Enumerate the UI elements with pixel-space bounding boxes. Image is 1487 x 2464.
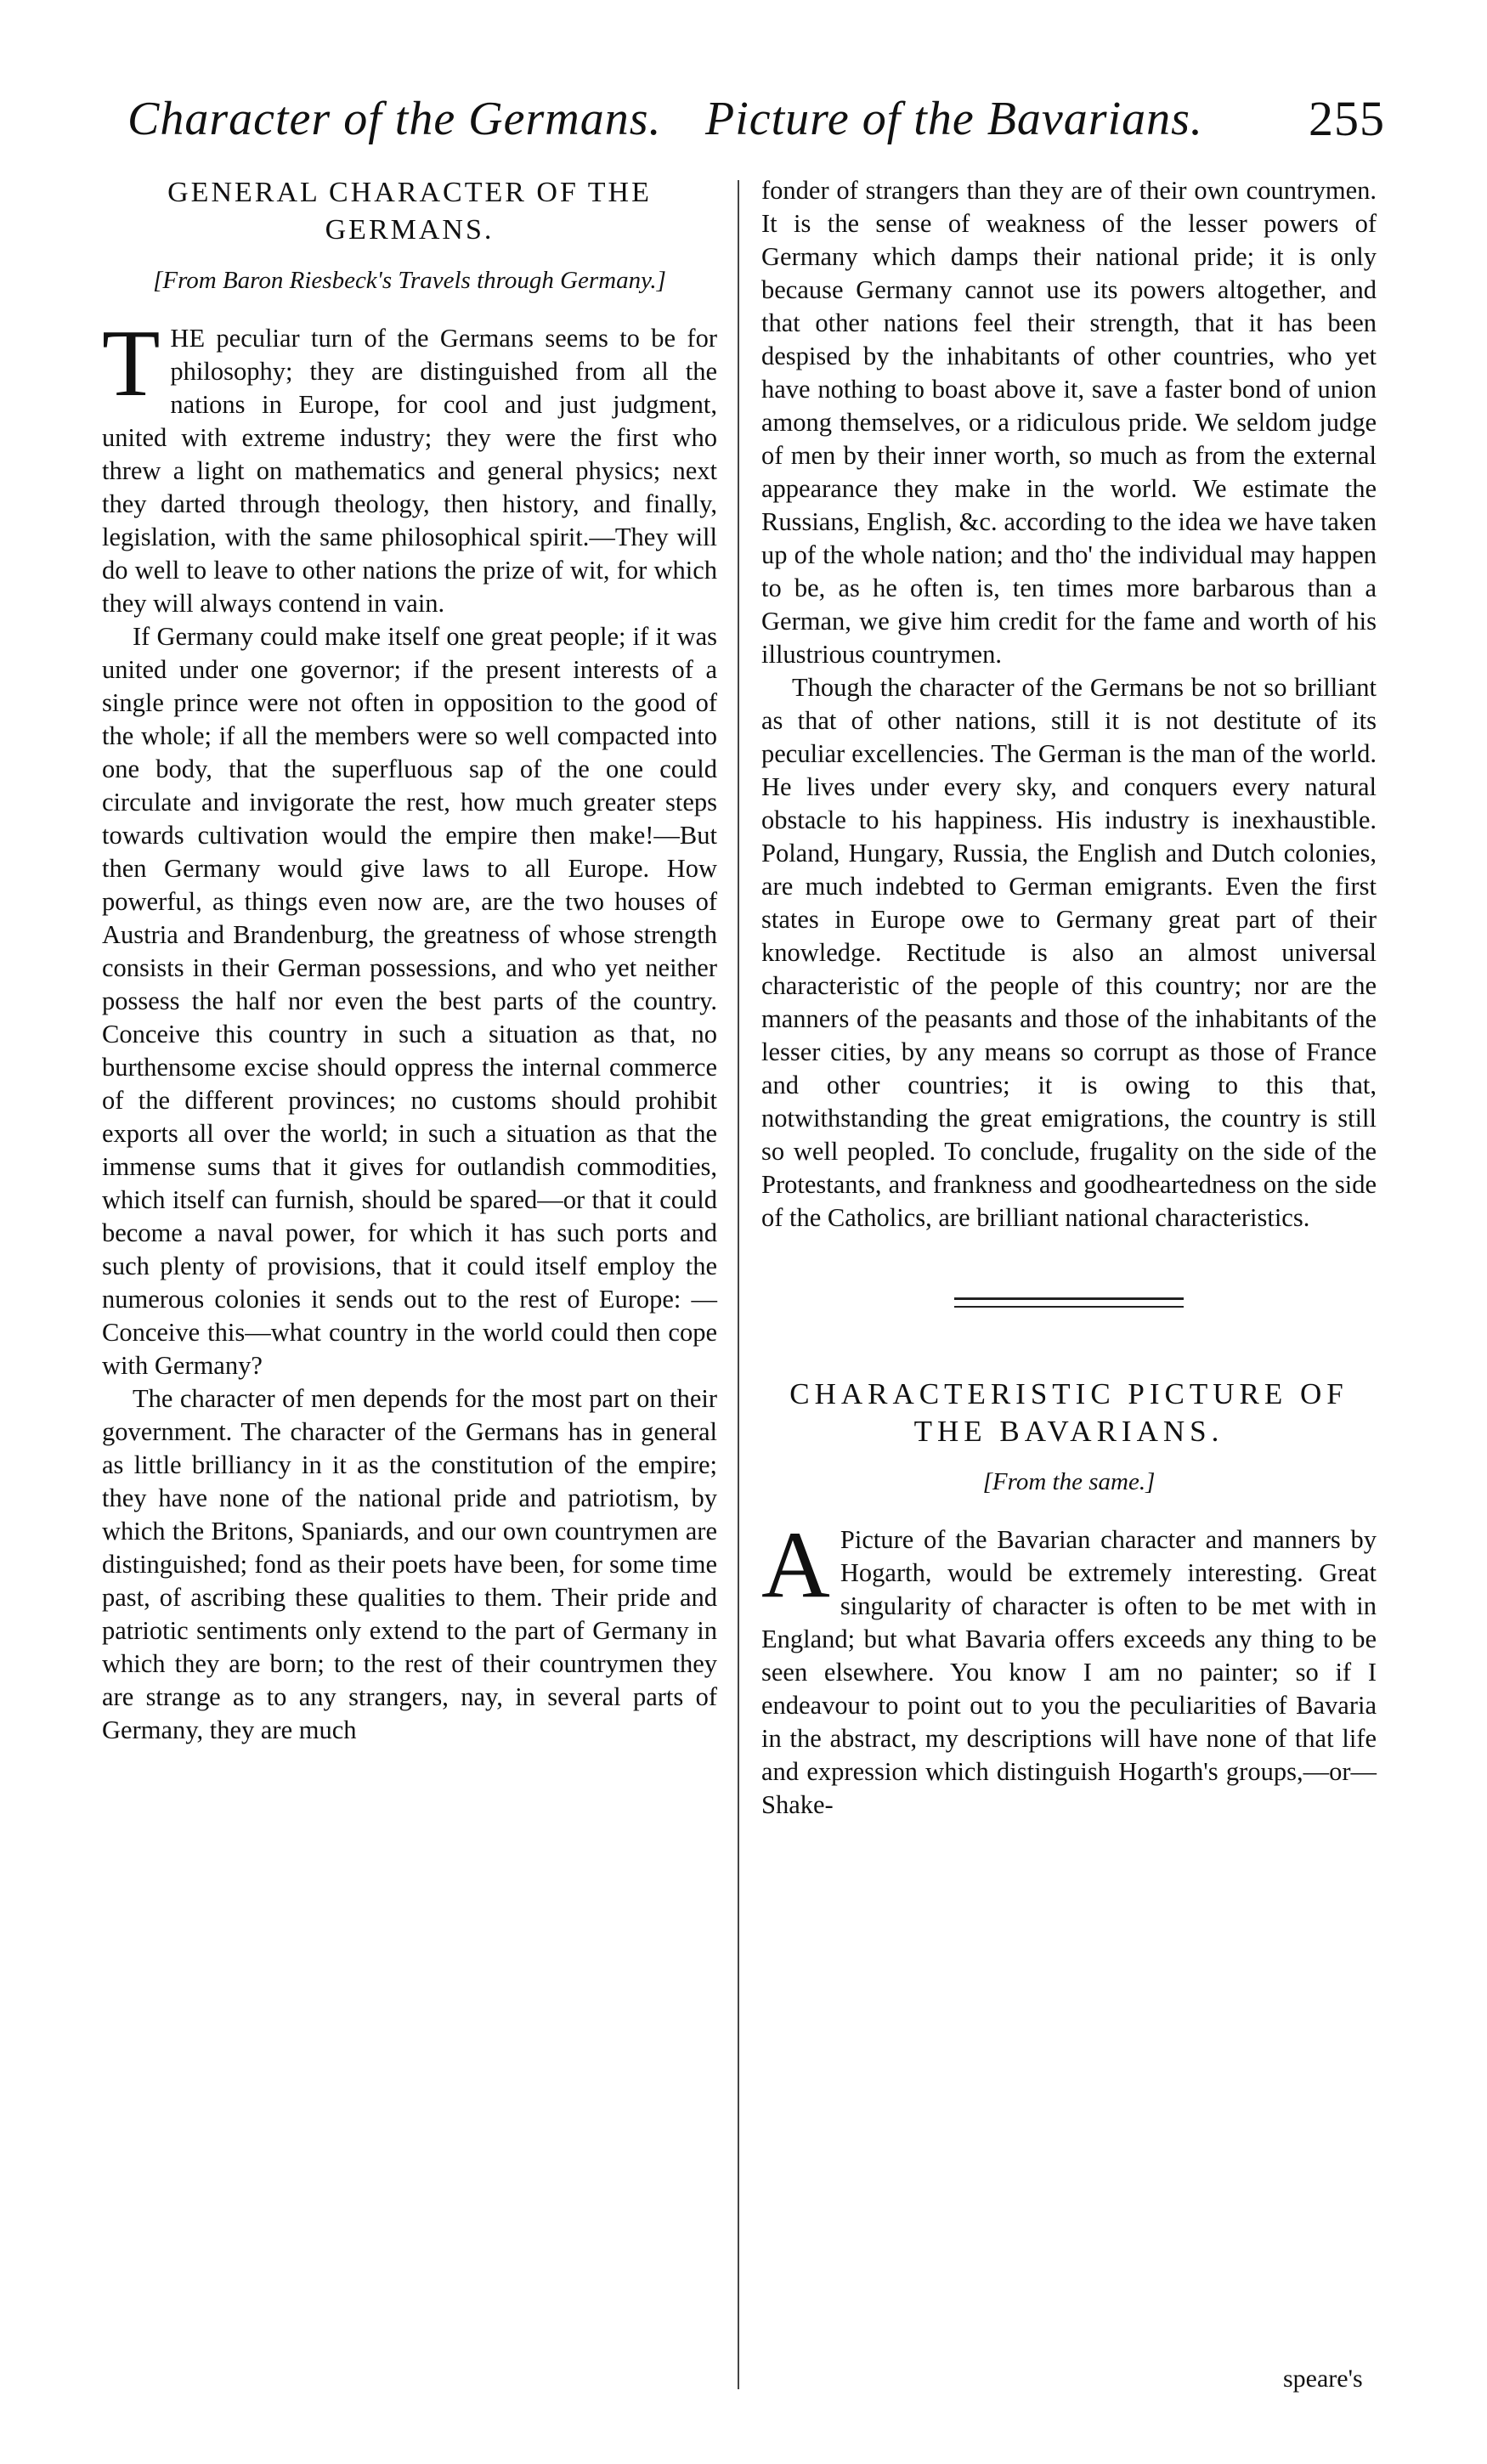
article-title-germans: GENERAL CHARACTER OF THE GERMANS.	[167, 177, 652, 246]
paragraph	[761, 1512, 1377, 1822]
running-head-left: Character of the Germans.	[127, 93, 662, 145]
paragraph-text: HE peculiar turn of the Germans seems to be for philosophy; they are distinguished from all the nations in Europe, for cool and just judgment, united with extreme industry; they were the first who threw a light on mathematics and general physics; next they darted through theology, then history, and finally, legislation, with the same philosophical spirit.—They will do well to leave to other nations the prize of wit, for which they will always contend in vain.	[102, 324, 717, 618]
paragraph: If Germany could make itself one great people; if it was united under one governor; if the present interests of a single prince were not often in opposition to the good of the whole; if all the members were so well compacted into one body, that the superfluous sap of the one could circulate and invigorate the rest, how much greater steps towards cultivation would the empire then make!—But then Germany would give laws to all Europe. How powerful, as things even now are, are the two houses of Austria and Brandenburg, the greatness of whose strength consists in their German possessions, and who yet neither possess the half nor even the best parts of the country. Conceive this country in such a situation as that, no burthensome excise should oppress the internal commerce of the different provinces; no customs should prohibit exports all over the world; in such a situation as that the immense sums that it gives for outlandish commodities, which itself can furnish, should be spared—or that it could become a naval power, for which it has such ports and such plenty of provisions, that it could itself employ the numerous colonies it sends out to the rest of Europe: —Conceive this—what country in the world could then cope with Germany?	[102, 622, 717, 1380]
right-column	[761, 174, 1377, 1822]
paragraph: Though the character of the Germans be not so brilliant as that of other nations, still it is not destitute of its peculiar excellencies. The German is the man of the world. He lives under every sky, and conquers every natural obstacle to his happiness. His industry is inexhaustible. Poland, Hungary, Russia, the English and Dutch colonies, are much indebted to German emigrants. Even the first states in Europe owe to Germany great part of their knowledge. Rectitude is also an almost universal characteristic of the people of this country; nor are the manners of the peasants and those of the inhabitants of the lesser cities, by any means so corrupt as those of France and other countries; it is owing to this that, notwithstanding the great emigrations, the country is still so well peopled. To conclude, frugality on the side of the Protestants, and frankness and goodheartedness on the side of the Catholics, are brilliant national characteristics.	[761, 673, 1377, 1232]
article-source-bavarians: [From the same.]	[982, 1468, 1156, 1495]
left-column	[102, 174, 717, 1747]
column-divider	[738, 180, 739, 2389]
paragraph-text: Picture of the Bavarian character and manners by Hogarth, would be extremely interesting. Great singularity of character is often to be met with in England; but what Bavaria offers exceeds any thing to be seen elsewhere. You know I am no painter; so if I endeavour to point out to you the peculiarities of Bavaria in the abstract, my descriptions will have none of that life and expression which distinguish Hogarth's groups,—or—Shake-	[761, 1525, 1377, 1819]
article-source-germans: [From Baron Riesbeck's Travels through Germany.]	[153, 267, 666, 294]
drop-cap: A	[761, 1512, 830, 1618]
drop-cap: T	[102, 311, 161, 416]
section-divider-ornament	[954, 1297, 1184, 1308]
running-head-right: Picture of the Bavarians.	[705, 93, 1203, 145]
catchword: speare's	[1283, 2365, 1363, 2393]
article-title-bavarians: CHARACTERISTIC PICTURE OF THE BAVARIANS.	[789, 1377, 1348, 1448]
running-head	[127, 85, 1385, 153]
paragraph: The character of men depends for the most part on their government. The character of the Germans has in general as little brilliancy in it as the constitution of the empire; they have none of the national pride and patriotism, by which the Britons, Spaniards, and our own countrymen are distinguished; fond as their poets have been, for some time past, of ascribing these qualities to them. Their pride and patriotic sentiments only extend to the part of Germany in which they are born; to the rest of their countrymen they are strange as to any strangers, nay, in several parts of Germany, they are much	[102, 1384, 717, 1744]
paragraph-continued: fonder of strangers than they are of their own countrymen. It is the sense of weakness of the lesser powers of Germany which damps their national pride; it is only because Germany cannot use its powers altogether, and that other nations feel their strength, that it has been despised by the inhabitants of other countries, who yet have nothing to boast above it, save a faster bond of union among themselves, or a ridiculous pride. We seldom judge of men by their inner worth, so much as from the external appearance they make in the world. We estimate the Russians, English, &c. according to the idea we have taken up of the whole nation; and tho' the individual may happen to be, as he often is, ten times more barbarous than a German, we give him credit for the fame and worth of his illustrious countrymen.	[761, 176, 1377, 669]
paragraph	[102, 311, 717, 620]
page-number: 255	[1309, 91, 1385, 146]
